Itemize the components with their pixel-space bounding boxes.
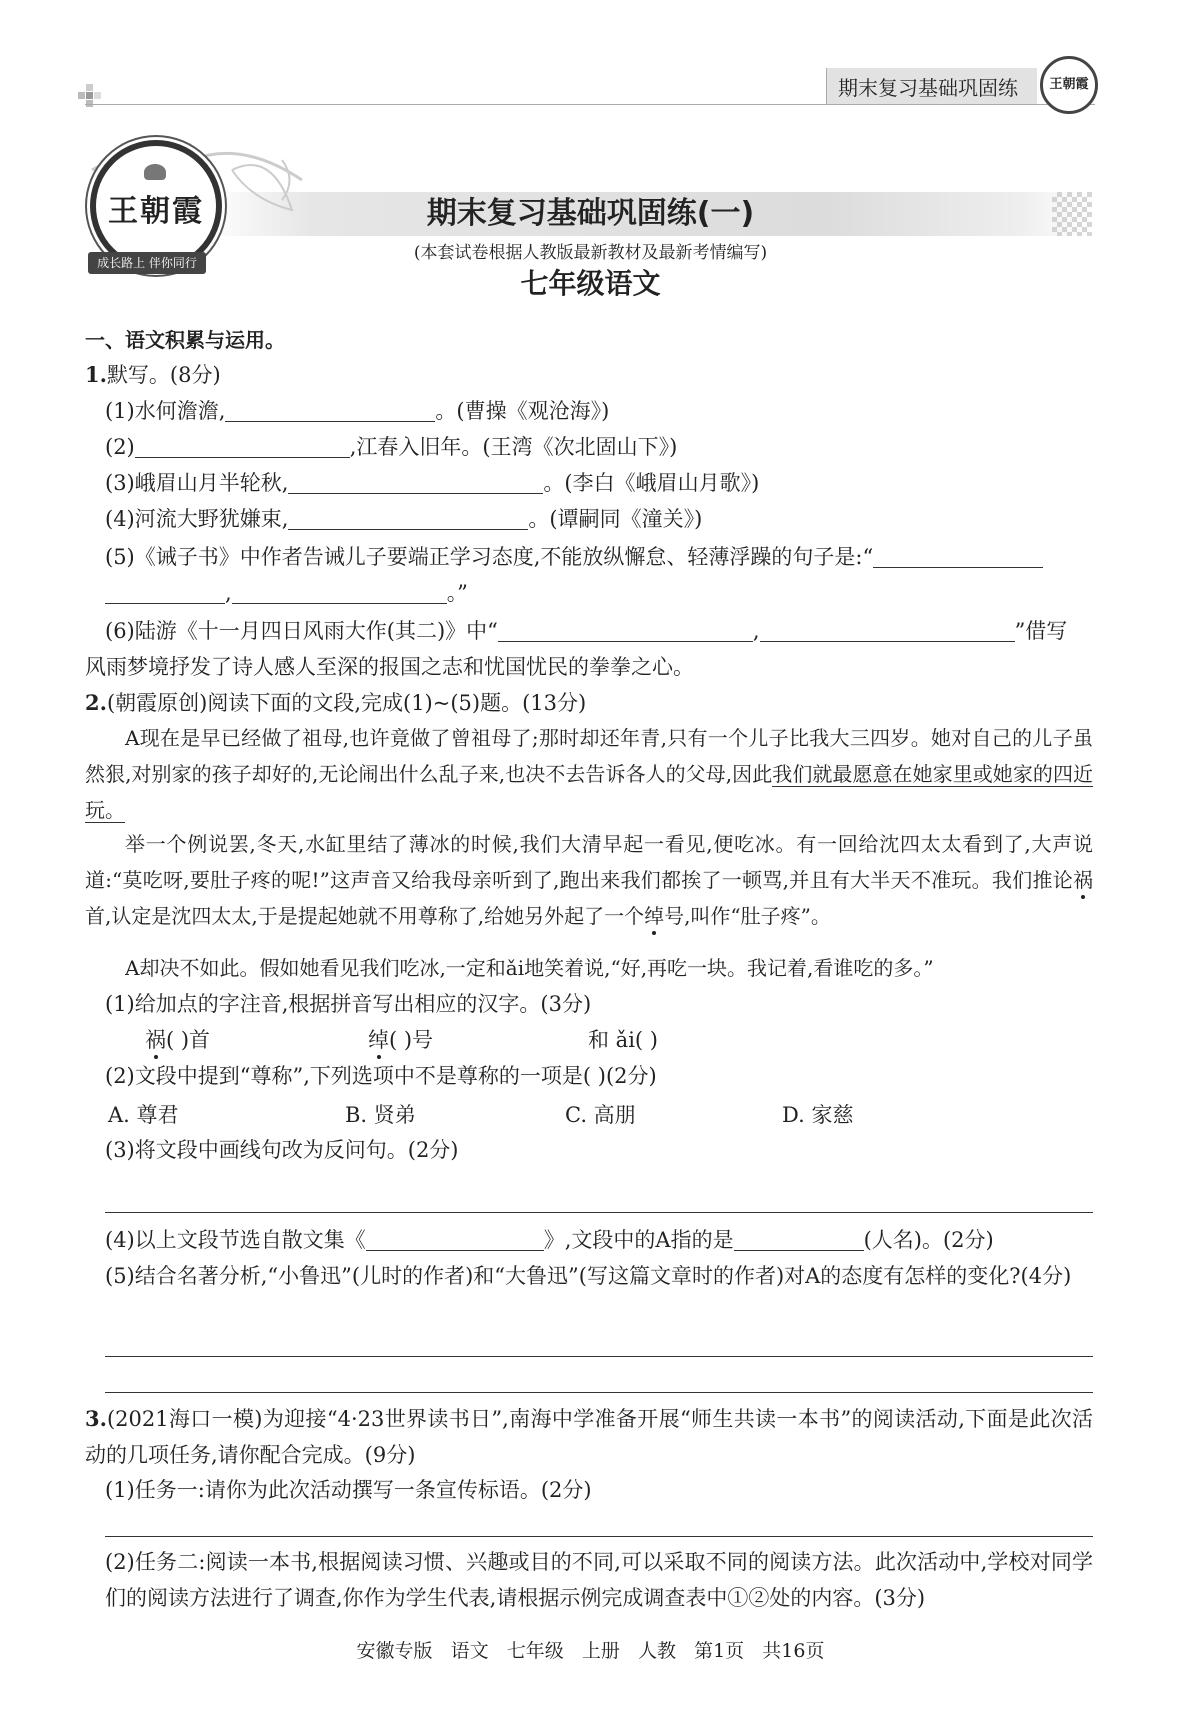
q1-item-4-source: 。(谭嗣同《潼关》) [528,507,703,531]
q2-passage-2 [85,826,1093,934]
passage-text: 举一个例说罢,冬天,水缸里结了薄冰的时候,我们大清早起一看见,便吃冰。有一回给沈四太太看到了,大声说道:“莫吃呀,要肚子疼的呢!”这声音又给我母亲听到了,跑出来我们都挨了一顿骂,并且有大半天不准玩。我们推论 [85,832,1093,892]
q2-passage-1 [85,720,1093,828]
q1-item-3 [105,465,759,501]
page-title: 期末复习基础巩固练(一) [426,196,755,231]
header-tag: 期末复习基础巩固练 [838,76,1018,100]
answer-line[interactable] [105,1536,1093,1537]
q1-number: 1. [85,362,107,387]
q2-sub5: (5)结合名著分析,“小鲁迅”(儿时的作者)和“大鲁迅”(写这篇文章时的作者)对A的态度有怎样的变化?(4分) [105,1264,1072,1288]
q1-item-5-end: 。” [446,581,468,605]
q1-stem [85,357,221,393]
brand-logo-slogan: 成长路上 伴你同行 [97,256,197,270]
answer-blank[interactable] [105,581,225,604]
q2-sub4 [105,1222,994,1258]
dotted-char: 祸 [145,1028,166,1052]
underlined-sentence: 我们就最愿意在她家里或她家的四近玩。 [85,762,1094,822]
option-a[interactable]: A. 尊君 [108,1103,179,1127]
answer-blank[interactable] [232,581,447,604]
answer-blank[interactable] [135,435,350,458]
answer-blank[interactable] [288,471,543,494]
header-rule [85,104,1095,105]
answer-blank[interactable] [366,1228,544,1251]
passage-text: 首,认定是沈四太太,于是提起她就不用尊称了,给她另外起了一个 [85,904,645,928]
answer-line[interactable] [105,1392,1093,1393]
q3-stem [85,1401,1093,1473]
q3-text: (2021海口一模)为迎接“4·23世界读书日”,南海中学准备开展“师生共读一本书”的阅读活动,下面是此次活动的几项任务,请你配合完成。(9分) [85,1407,1093,1467]
answer-blank[interactable] [734,1228,864,1251]
header-logo [1040,56,1098,114]
q1-item-2 [105,429,677,465]
answer-blank[interactable] [225,399,435,422]
q2-sub1-blank-a [145,1022,210,1058]
q1-item-6-comma: , [752,619,760,643]
q1-item-6-cont: 风雨梦境抒发了诗人感人至深的报国之志和忧国忧民的拳拳之心。 [85,655,694,679]
brand-logo-crown-icon [144,164,166,180]
q1-item-2-source: ,江春入旧年。(王湾《次北固山下》) [349,435,678,459]
q1-item-2-text: (2) [105,435,135,459]
q1-item-6-text: (6)陆游《十一月四日风雨大作(其二)》中“ [105,619,498,643]
q1-item-4-text: (4)河流大野犹嫌束, [105,507,289,531]
option-b[interactable]: B. 贤弟 [345,1103,416,1127]
q2-sub3: (3)将文段中画线句改为反问句。(2分) [105,1138,459,1162]
page-footer: 安徽专版 语文 七年级 上册 人教 第1页 共16页 [356,1640,825,1662]
answer-blank[interactable] [288,507,528,530]
q2-sub4-text: (4)以上文段节选自散文集《 [105,1228,366,1252]
q3-task1: (1)任务一:请你为此次活动撰写一条宣传标语。(2分) [105,1478,592,1502]
q1-item-1-source: 。(曹操《观沧海》) [435,399,610,423]
section-heading: 一、语文积累与运用。 [85,328,285,352]
pinyin-blank[interactable]: ( )号 [389,1028,434,1052]
q2-sub1-blank-c[interactable]: 和 ǎi( ) [588,1028,658,1052]
option-c[interactable]: C. 高朋 [565,1103,636,1127]
pinyin-blank[interactable]: ( )首 [166,1028,211,1052]
q2-sub1-blank-b [368,1022,433,1058]
q1-item-5-cont [105,575,468,611]
dotted-char: 绰 [368,1028,389,1052]
q1-item-5-text: (5)《诫子书》中作者告诫儿子要端正学习态度,不能放纵懈怠、轻薄浮躁的句子是:“ [105,545,874,569]
q1-item-1-text: (1)水何澹澹, [105,399,226,423]
q1-item-6-tail: ”借写 [1014,619,1068,643]
q1-item-4 [105,501,702,537]
passage-text: 号,叫作“肚子疼”。 [664,904,831,928]
q2-stem [85,685,586,721]
answer-blank[interactable] [873,545,1043,568]
q2-sub4-text-2: 》,文段中的A指的是 [543,1228,734,1252]
answer-blank[interactable] [760,619,1015,642]
option-d[interactable]: D. 家慈 [782,1103,854,1127]
brand-logo-name: 王朝霞 [108,194,204,229]
q2-sub4-text-3: (人名)。(2分) [863,1228,994,1252]
q2-number: 2. [85,690,107,715]
header-logo-text: 王朝霞 [1049,77,1089,92]
q2-text: (朝霞原创)阅读下面的文段,完成(1)~(5)题。(13分) [106,691,587,715]
corner-squares-decoration [78,84,108,106]
q3-task2: (2)任务二:阅读一本书,根据阅读习惯、兴趣或目的不同,可以采取不同的阅读方法。此次活动中,学校对同学们的阅读方法进行了调查,你作为学生代表,请根据示例完成调查表中①②处的内容。(3分) [105,1550,1093,1610]
q2-passage-3: A却决不如此。假如她看见我们吃冰,一定和ǎi地笑着说,“好,再吃一块。我记着,看谁吃的多。” [125,956,934,980]
q1-text: 默写。(8分) [106,363,221,387]
q1-item-5-comma: , [225,581,232,605]
answer-line[interactable] [105,1356,1093,1357]
q1-item-5 [105,539,1043,575]
dotted-char: 祸 [1073,868,1093,892]
q1-item-6 [105,613,1067,649]
subject-title: 七年级语文 [520,267,661,300]
q1-item-1 [105,393,609,429]
answer-blank[interactable] [498,619,753,642]
q3-number: 3. [85,1406,107,1431]
dotted-char: 绰 [644,904,665,928]
answer-line[interactable] [105,1212,1093,1213]
q1-item-3-text: (3)峨眉山月半轮秋, [105,471,289,495]
q2-sub2: (2)文段中提到“尊称”,下列选项中不是尊称的一项是( )(2分) [105,1064,657,1088]
q1-item-3-source: 。(李白《峨眉山月歌》) [543,471,760,495]
title-note: (本套试卷根据人教版最新教材及最新考情编写) [413,243,768,263]
passage-text: A现在是早已经做了祖母,也许竟做了曾祖母了;那时却还年青,只有一个儿子比我大三四岁。她对自己的儿子虽然狠,对别家的孩子却好的,无论闹出什么乱子来,也决不去告诉各人的父母,因此 [85,726,1093,786]
q2-sub1: (1)给加点的字注音,根据拼音写出相应的汉字。(3分) [105,992,592,1016]
